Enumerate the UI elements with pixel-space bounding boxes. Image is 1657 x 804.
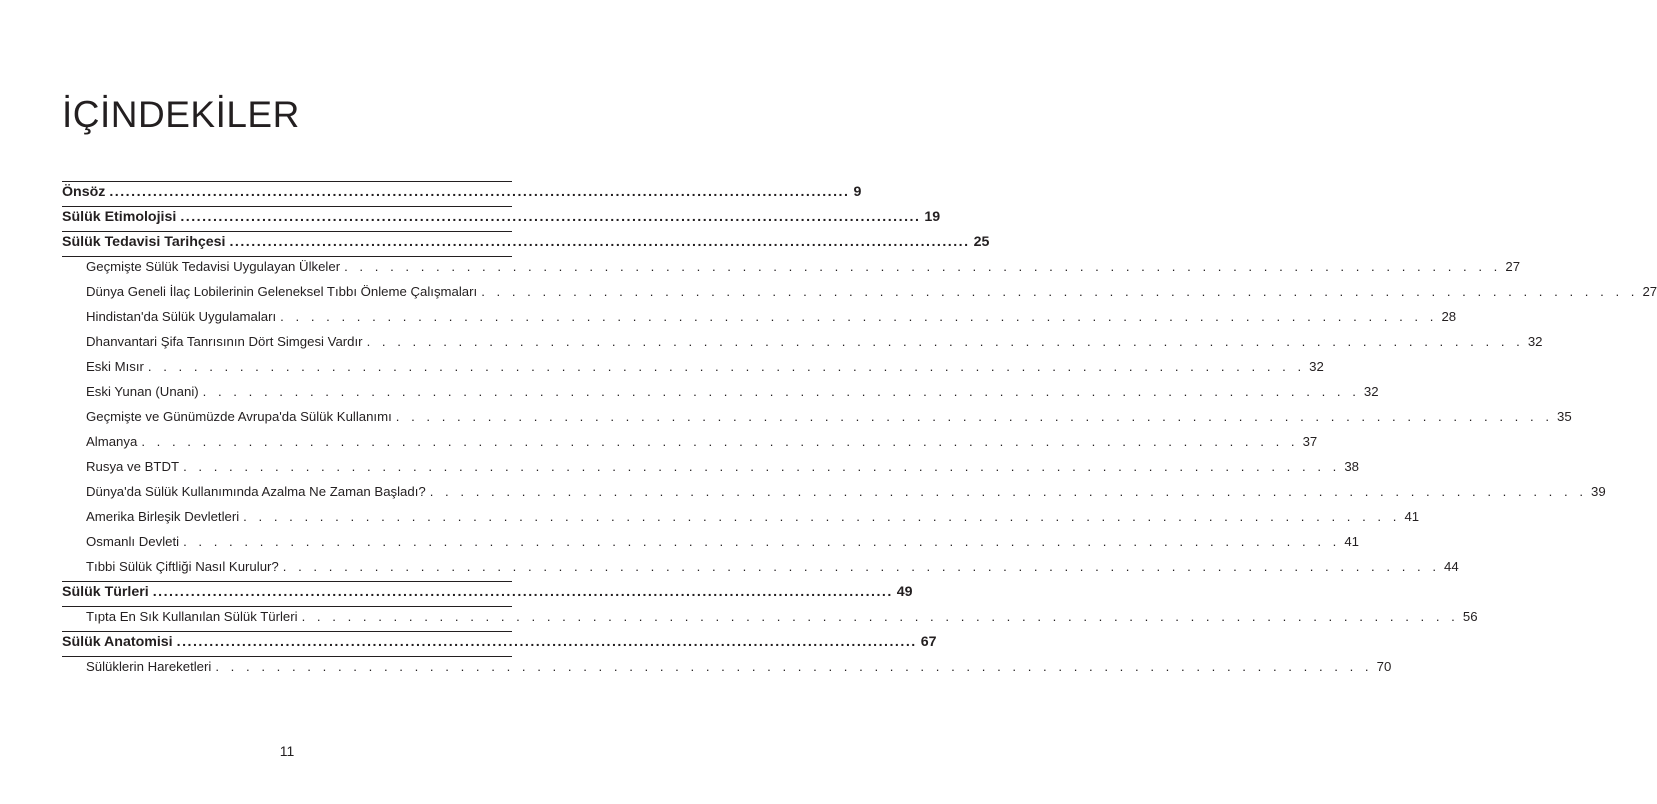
toc-section-row[interactable] (62, 534, 1360, 559)
toc-page-number: 28 (1441, 309, 1457, 324)
chapter-divider (62, 181, 512, 182)
toc-page-number: 32 (1309, 359, 1324, 374)
toc-entry-label: Osmanlı Devleti (86, 534, 180, 549)
toc-section-row[interactable] (62, 434, 1318, 459)
toc-page-number: 27 (1505, 259, 1521, 274)
toc-page-number: 39 (1591, 484, 1606, 499)
toc-section-row[interactable] (62, 484, 1606, 509)
chapter-divider (62, 656, 512, 657)
chapter-divider (62, 581, 512, 582)
dot-leader: . . . . . . . . . . . . . . . . . . . . . . . . . . . . . . . . . . . . . . . . . . . . . . . . . . . . . . . . . . . . . . . . . . . . . . . . . . . . (282, 559, 1441, 574)
toc-section-row[interactable] (62, 384, 1379, 409)
toc-page-number: 56 (1462, 609, 1478, 624)
toc-entry-label: Geçmişte Sülük Tedavisi Uygulayan Ülkeler (86, 259, 341, 274)
toc-page-number: 38 (1344, 459, 1360, 474)
dot-leader: . . . . . . . . . . . . . . . . . . . . . . . . . . . . . . . . . . . . . . . . . . . . . . . . . . . . . . . . . . . . . . . . . . . . . . . . . . . . (202, 384, 1360, 399)
dot-leader: . . . . . . . . . . . . . . . . . . . . . . . . . . . . . . . . . . . . . . . . . . . . . . . . . . . . . . . . . . . . . . . . . . . . . . . . . . . . (366, 334, 1524, 349)
dot-leader: . . . . . . . . . . . . . . . . . . . . . . . . . . . . . . . . . . . . . . . . . . . . . . . . . . . . . . . . . . . . . . . . . . . . . . . . . . . . (141, 434, 1299, 449)
toc-entry-label: Sülük Anatomisi (62, 634, 173, 650)
dot-leader: ........................................................................................................................................ (180, 209, 921, 225)
toc-page-number: 67 (920, 634, 937, 650)
toc-entry-label: Sülük Tedavisi Tarihçesi (62, 234, 226, 250)
toc-page-number: 41 (1344, 534, 1360, 549)
dot-leader: . . . . . . . . . . . . . . . . . . . . . . . . . . . . . . . . . . . . . . . . . . . . . . . . . . . . . . . . . . . . . . . . . . . . . . . . . . . . (243, 509, 1401, 524)
dot-leader: . . . . . . . . . . . . . . . . . . . . . . . . . . . . . . . . . . . . . . . . . . . . . . . . . . . . . . . . . . . . . . . . . . . . . . . . . . . . (301, 609, 1459, 624)
page-title: İÇİNDEKİLER (62, 94, 300, 135)
toc-page-number: 19 (924, 209, 941, 225)
toc-section-row[interactable] (62, 509, 1420, 534)
toc-section-row[interactable] (62, 359, 1324, 384)
toc-page-number: 49 (896, 584, 913, 600)
dot-leader: . . . . . . . . . . . . . . . . . . . . . . . . . . . . . . . . . . . . . . . . . . . . . . . . . . . . . . . . . . . . . . . . . . . . . . . . . . . . (481, 284, 1639, 299)
toc-section-row[interactable] (62, 409, 1572, 434)
toc-entry-label: Tıpta En Sık Kullanılan Sülük Türleri (86, 609, 298, 624)
toc-page-number: 70 (1376, 659, 1392, 674)
dot-leader: ........................................................................................................................................ (152, 584, 893, 600)
toc-section-row[interactable] (62, 259, 1521, 284)
dot-leader: ........................................................................................................................................ (229, 234, 970, 250)
toc-entry-label: Dünya Geneli İlaç Lobilerinin Geleneksel Tıbbı Önleme Çalışmaları (86, 284, 478, 299)
toc-section-row[interactable] (62, 309, 1457, 334)
dot-leader: . . . . . . . . . . . . . . . . . . . . . . . . . . . . . . . . . . . . . . . . . . . . . . . . . . . . . . . . . . . . . . . . . . . . . . . . . . . . (147, 359, 1306, 374)
toc-entry-label: Rusya ve BTDT (86, 459, 180, 474)
toc-entry-label: Önsöz (62, 184, 106, 200)
toc-section-row[interactable] (62, 459, 1360, 484)
dot-leader: ........................................................................................................................................ (176, 634, 917, 650)
toc-section-row[interactable] (62, 284, 1657, 309)
toc-page-number: 37 (1302, 434, 1318, 449)
toc-entry-label: Dhanvantari Şifa Tanrısının Dört Simgesi Vardır (86, 334, 363, 349)
toc-entry-label: Hindistan'da Sülük Uygulamaları (86, 309, 277, 324)
toc-page-number: 32 (1363, 384, 1379, 399)
toc-page-number: 32 (1527, 334, 1543, 349)
toc-entry-label: Tıbbi Sülük Çiftliği Nasıl Kurulur? (86, 559, 279, 574)
chapter-divider (62, 206, 512, 207)
table-of-contents (62, 184, 1657, 684)
toc-page-number: 27 (1642, 284, 1657, 299)
dot-leader: . . . . . . . . . . . . . . . . . . . . . . . . . . . . . . . . . . . . . . . . . . . . . . . . . . . . . . . . . . . . . . . . . . . . . . . . . . . . (215, 659, 1373, 674)
toc-section-row[interactable] (62, 659, 1392, 684)
toc-entry-label: Eski Mısır (86, 359, 144, 374)
toc-page-number: 25 (973, 234, 990, 250)
toc-entry-label: Sülük Türleri (62, 584, 149, 600)
toc-entry-label: Dünya'da Sülük Kullanımında Azalma Ne Zaman Başladı? (86, 484, 426, 499)
dot-leader: . . . . . . . . . . . . . . . . . . . . . . . . . . . . . . . . . . . . . . . . . . . . . . . . . . . . . . . . . . . . . . . . . . . . . . . . . . . . (395, 409, 1554, 424)
toc-page-number: 44 (1444, 559, 1459, 574)
chapter-divider (62, 256, 512, 257)
toc-section-row[interactable] (62, 334, 1543, 359)
toc-entry-label: Sülük Etimolojisi (62, 209, 177, 225)
dot-leader: . . . . . . . . . . . . . . . . . . . . . . . . . . . . . . . . . . . . . . . . . . . . . . . . . . . . . . . . . . . . . . . . . . . . . . . . . . . . (344, 259, 1502, 274)
chapter-divider (62, 231, 512, 232)
dot-leader: . . . . . . . . . . . . . . . . . . . . . . . . . . . . . . . . . . . . . . . . . . . . . . . . . . . . . . . . . . . . . . . . . . . . . . . . . . . . (429, 484, 1587, 499)
chapter-divider (62, 606, 512, 607)
dot-leader: ........................................................................................................................................ (109, 184, 850, 200)
toc-entry-label: Amerika Birleşik Devletleri (86, 509, 240, 524)
toc-page-number: 35 (1557, 409, 1572, 424)
page-number: 11 (279, 743, 295, 759)
toc-page-number: 41 (1404, 509, 1420, 524)
toc-entry-label: Geçmişte ve Günümüzde Avrupa'da Sülük Kullanımı (86, 409, 392, 424)
toc-entry-label: Almanya (86, 434, 138, 449)
dot-leader: . . . . . . . . . . . . . . . . . . . . . . . . . . . . . . . . . . . . . . . . . . . . . . . . . . . . . . . . . . . . . . . . . . . . . . . . . . . . (183, 459, 1341, 474)
toc-page-number: 9 (853, 184, 862, 200)
chapter-divider (62, 631, 512, 632)
toc-entry-label: Eski Yunan (Unani) (86, 384, 199, 399)
dot-leader: . . . . . . . . . . . . . . . . . . . . . . . . . . . . . . . . . . . . . . . . . . . . . . . . . . . . . . . . . . . . . . . . . . . . . . . . . . . . (183, 534, 1341, 549)
dot-leader: . . . . . . . . . . . . . . . . . . . . . . . . . . . . . . . . . . . . . . . . . . . . . . . . . . . . . . . . . . . . . . . . . . . . . . . . . . . . (280, 309, 1438, 324)
toc-entry-label: Sülüklerin Hareketleri (86, 659, 212, 674)
